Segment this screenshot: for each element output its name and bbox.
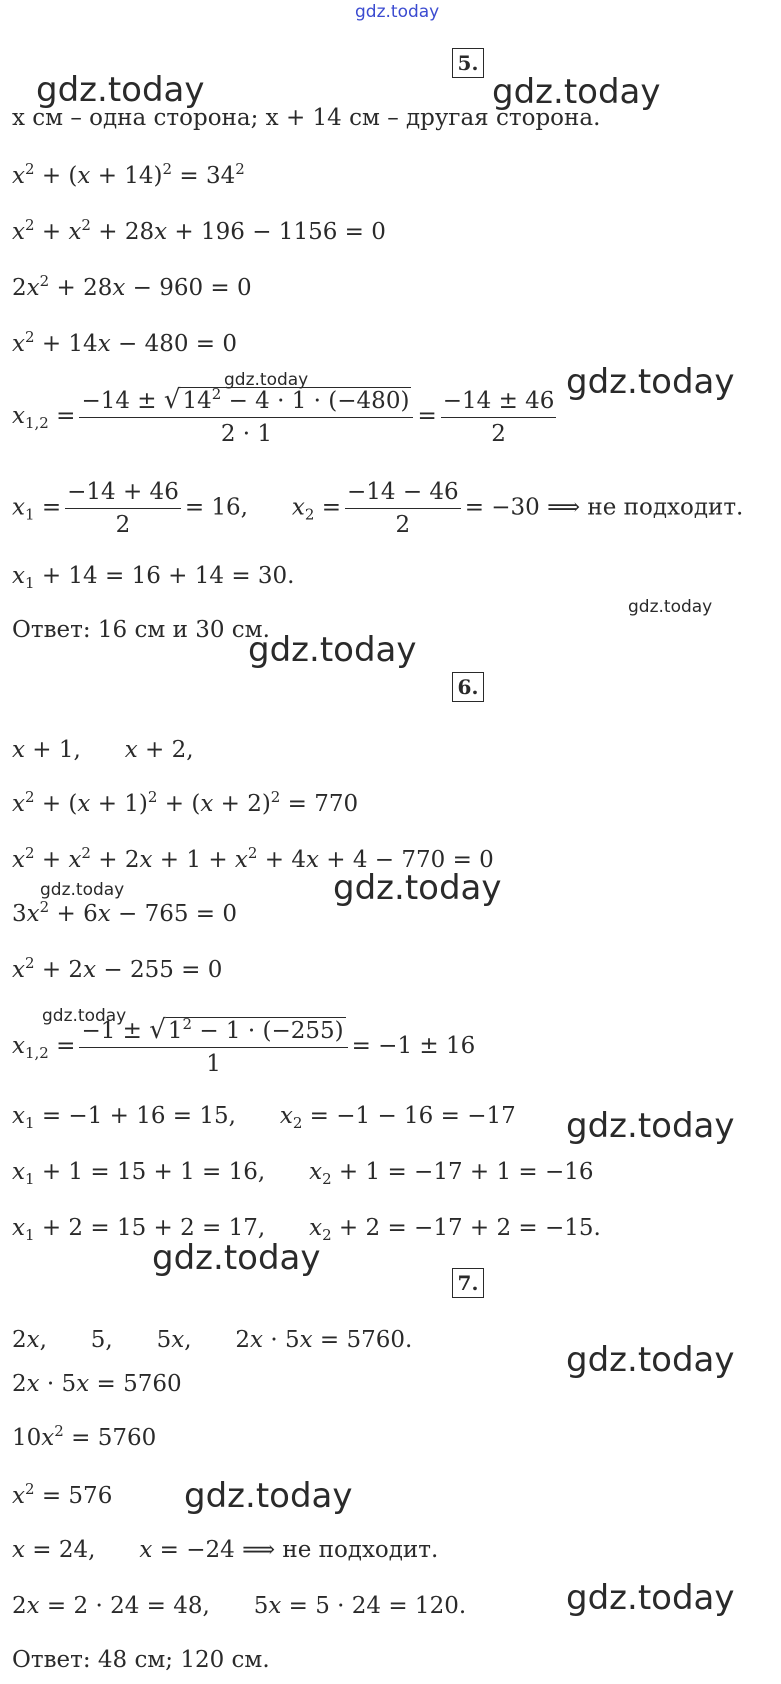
implies-arrow: ⟹ — [547, 494, 581, 521]
equation-line: x = 24, x = −24 ⟹ не подходит. — [12, 1537, 439, 1563]
equation-line: 2x · 5x = 5760 — [12, 1371, 182, 1397]
equation-line: $x^2 + x^2 + 2x + 1 + x^2 + 4x + 4 - 770 = 0$ — [12, 844, 494, 873]
watermark: gdz.today — [566, 1106, 735, 1146]
roots-values: $x_1$ = $\frac{-14 + 46}{2}$ = 16, $x_2$ = $\frac{-14 - 46}{2}$ = −30 ⟹ не подходит. — [12, 479, 744, 538]
equation-line: $x^2 + (x + 1)^2 + (x + 2)^2 = 770$ — [12, 788, 359, 817]
watermark: gdz.today — [333, 868, 502, 908]
implies-arrow: ⟹ — [242, 1537, 276, 1563]
roots-formula: $x_{1,2}$ = $\frac{-14 \pm √14^2 - 4 \cdot 1 \cdot (-480)}{2 \cdot 1}$ = $\frac{-14 \pm 46}{2}$ — [12, 385, 555, 447]
watermark: gdz.today — [566, 1340, 735, 1380]
watermark: gdz.today — [566, 362, 735, 402]
problem-number: 7. — [452, 1268, 484, 1298]
answer: Ответ: 16 см и 30 см. — [12, 617, 270, 643]
equation-line: $x^2 + x^2 + 28x + 196 - 1156 = 0$ — [12, 216, 386, 245]
watermark: gdz.today — [42, 1006, 127, 1026]
watermark: gdz.today — [492, 72, 661, 112]
equation-line: $x_1 + 1 = 15 + 1 = 16$, $x_2 + 1 = -17 + 1 = -16$ — [12, 1159, 594, 1188]
watermark: gdz.today — [40, 880, 125, 900]
equation-line: $x_1 = -1 + 16 = 15$, $x_2 = -1 - 16 = -17$ — [12, 1103, 516, 1132]
equation-line: 2x = 2 · 24 = 48, 5x = 5 · 24 = 120. — [12, 1593, 467, 1619]
equation-line: $2x^2 + 28x - 960 = 0$ — [12, 272, 252, 301]
watermark: gdz.today — [152, 1238, 321, 1278]
watermark: gdz.today — [248, 630, 417, 670]
equation-line: $x^2 + 2x - 255 = 0$ — [12, 954, 223, 983]
equation-line: $x^2 = 576$ — [12, 1480, 113, 1509]
watermark: gdz.today — [184, 1476, 353, 1516]
watermark: gdz.today — [224, 370, 309, 390]
equation-line: $3x^2 + 6x - 765 = 0$ — [12, 898, 238, 927]
problem-number: 6. — [452, 672, 484, 702]
roots-formula: $x_{1,2}$ = $\frac{-1 \pm √1^2 - 1 \cdot (-255)}{1}$ = −1 ± 16 — [12, 1015, 476, 1077]
problem-number: 5. — [452, 48, 484, 78]
equation-line: x + 1, x + 2, — [12, 737, 194, 763]
answer: Ответ: 48 см; 120 см. — [12, 1647, 270, 1673]
watermark: gdz.today — [628, 597, 713, 617]
rejected-label: не подходит. — [587, 494, 744, 521]
watermark: gdz.today — [355, 2, 440, 22]
equation-line: $10x^2 = 5760$ — [12, 1422, 157, 1451]
watermark: gdz.today — [36, 70, 205, 110]
problem-5-condition: x см – одна сторона; x + 14 см – другая сторона. — [12, 105, 601, 131]
equation-line: $x^2 + 14x - 480 = 0$ — [12, 328, 238, 357]
rejected-label: не подходит. — [282, 1537, 439, 1563]
equation-line: $x^2 + (x + 14)^2 = 34^2$ — [12, 160, 245, 189]
equation-line: 2x, 5, 5x, 2x · 5x = 5760. — [12, 1327, 413, 1353]
watermark: gdz.today — [566, 1578, 735, 1618]
equation-line: $x_1 + 2 = 15 + 2 = 17$, $x_2 + 2 = -17 + 2 = -15$. — [12, 1215, 601, 1244]
equation-line: $x_1 + 14 = 16 + 14 = 30$. — [12, 563, 295, 592]
